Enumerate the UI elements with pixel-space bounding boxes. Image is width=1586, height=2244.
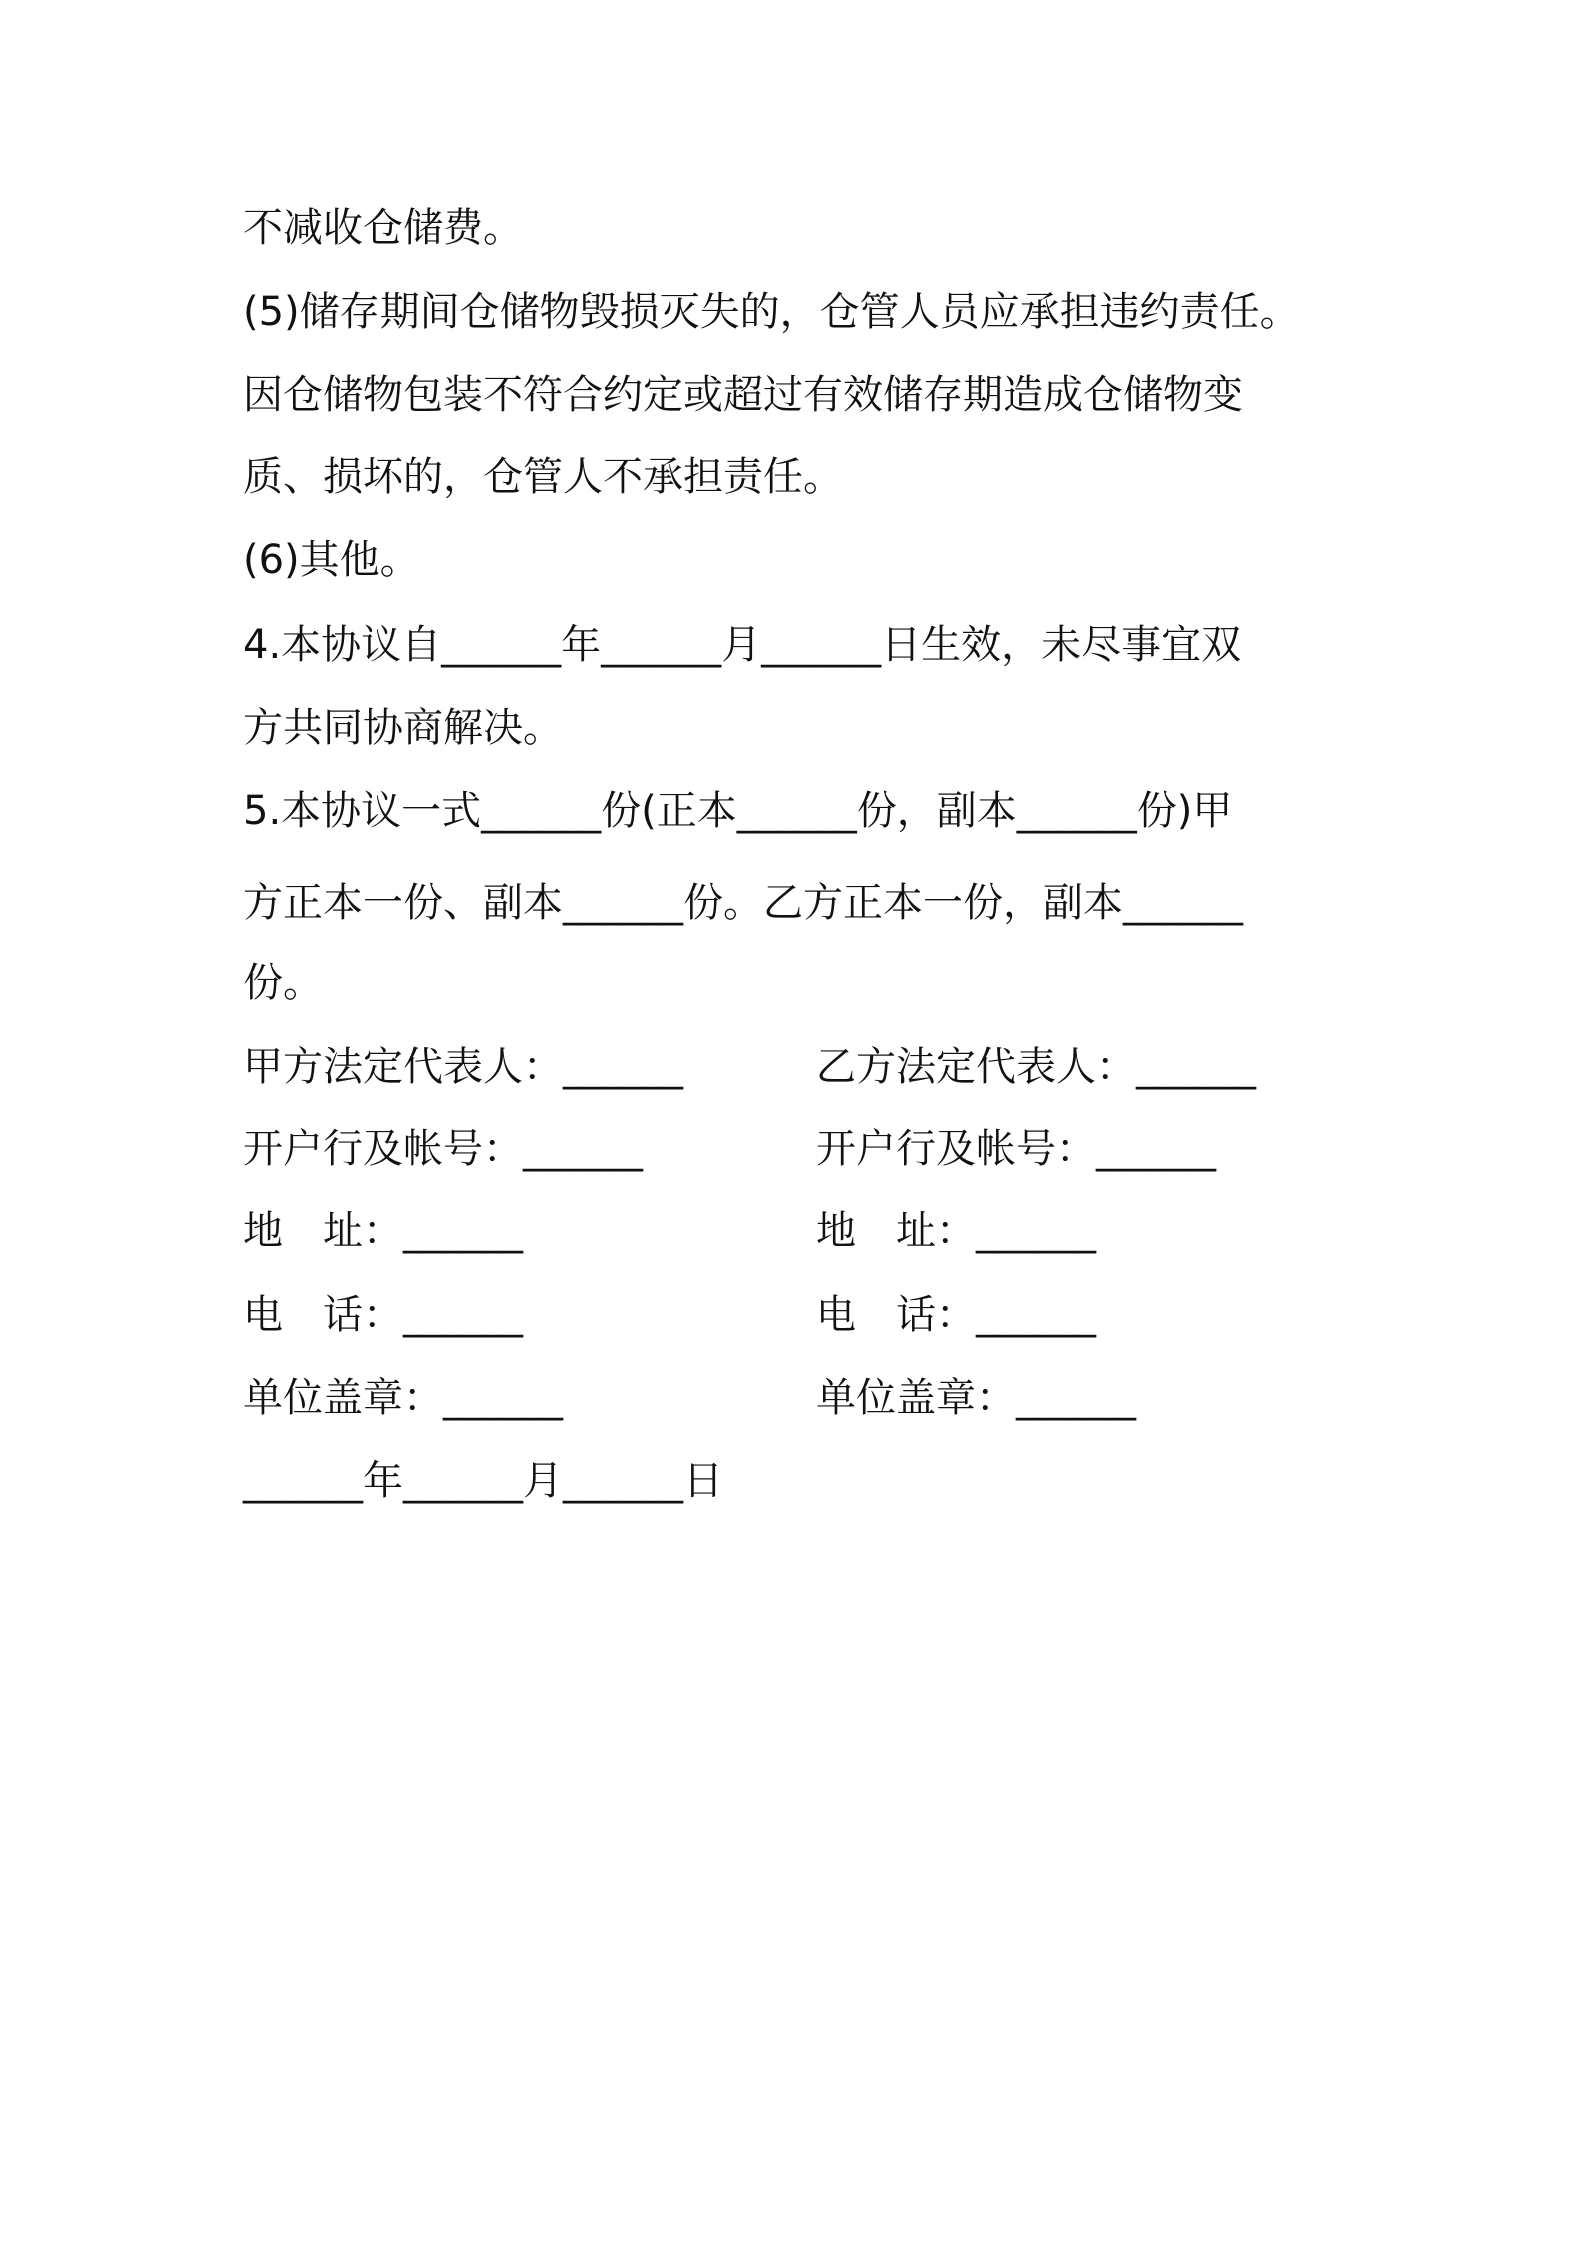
- party-a-bank-account: 开户行及帐号：______: [243, 1126, 643, 1172]
- paragraph-line: 4.本协议自______年______月______日生效，未尽事宜双: [243, 622, 1242, 668]
- party-b-bank-account: 开户行及帐号：______: [816, 1126, 1216, 1172]
- paragraph-line: (5)储存期间仓储物毁损灭失的，仓管人员应承担违约责任。: [243, 289, 1300, 335]
- party-a-address: 地 址：______: [243, 1208, 523, 1254]
- party-b-phone: 电 话：______: [816, 1292, 1096, 1338]
- party-b-seal: 单位盖章：______: [816, 1375, 1136, 1421]
- paragraph-line: 方正本一份、副本______份。乙方正本一份，副本______: [243, 880, 1243, 926]
- party-b-legal-rep: 乙方法定代表人：______: [816, 1044, 1256, 1090]
- paragraph-line: 份。: [243, 960, 323, 1006]
- party-a-phone: 电 话：______: [243, 1292, 523, 1338]
- paragraph-line: 质、损坏的，仓管人不承担责任。: [243, 454, 843, 500]
- paragraph-line: 不减收仓储费。: [243, 205, 523, 251]
- paragraph-line: 因仓储物包装不符合约定或超过有效储存期造成仓储物变: [243, 372, 1243, 418]
- paragraph-line: 方共同协商解决。: [243, 705, 563, 751]
- party-b-address: 地 址：______: [816, 1208, 1096, 1254]
- paragraph-line: 5.本协议一式______份(正本______份，副本______份)甲: [243, 788, 1233, 834]
- paragraph-line: (6)其他。: [243, 537, 420, 583]
- party-a-legal-rep: 甲方法定代表人：______: [243, 1044, 683, 1090]
- party-a-seal: 单位盖章：______: [243, 1375, 563, 1421]
- signing-date-line: ______年______月______日: [243, 1458, 723, 1504]
